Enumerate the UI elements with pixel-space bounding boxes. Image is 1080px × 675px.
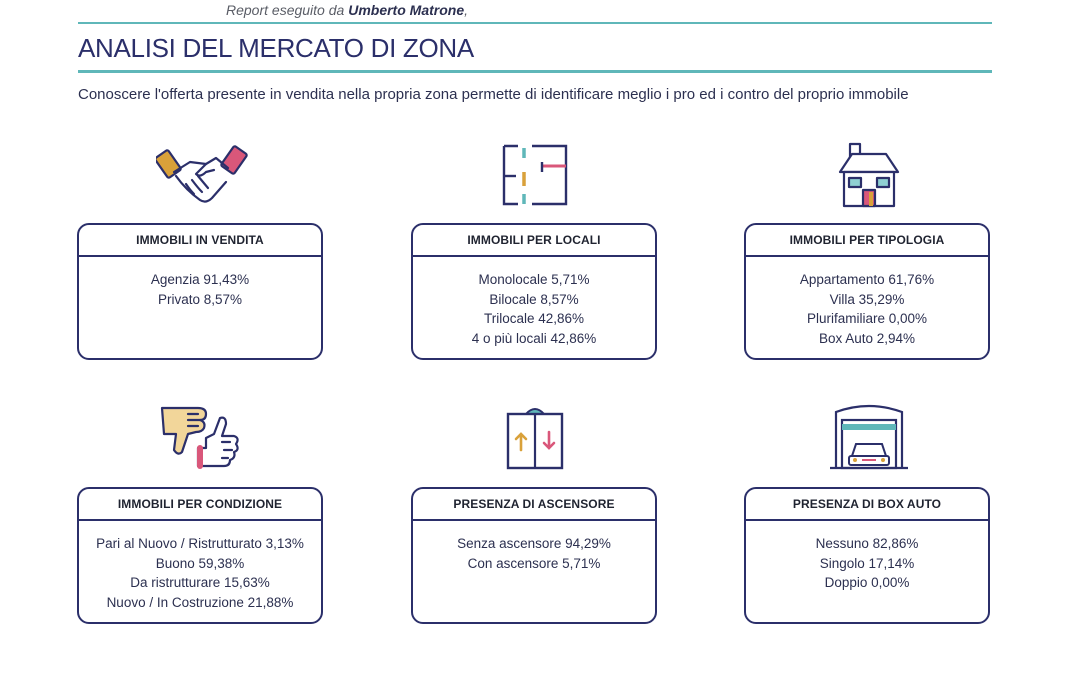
handshake-icon [156, 142, 248, 210]
card-presenza-di-ascensore [411, 487, 657, 624]
card-line: Privato 8,57% [157, 291, 243, 307]
card-line: Nessuno 82,86% [815, 536, 919, 551]
report-suffix: , [464, 2, 468, 18]
title-underline [78, 70, 992, 73]
report-author-line [226, 2, 468, 18]
card-line: Trilocale 42,86% [483, 311, 585, 326]
card-line: Pari al Nuovo / Ristrutturato 3,13% [96, 536, 304, 551]
card-line: Doppio 0,00% [824, 575, 910, 590]
elevator-icon [504, 404, 566, 472]
card-title: IMMOBILI PER LOCALI [413, 225, 655, 257]
report-prefix: Report eseguito da [226, 2, 345, 18]
card-line: Monolocale 5,71% [478, 272, 590, 287]
card-title: IMMOBILI IN VENDITA [79, 225, 321, 257]
card-immobili-per-tipologia [744, 223, 990, 360]
page-subtitle: Conoscere l'offerta presente in vendita nella propria zona permette di identificare meglio i pro ed i contro del proprio immobile [78, 86, 909, 103]
floorplan-icon [500, 142, 570, 208]
card-line: Singolo 17,14% [819, 555, 915, 571]
card-presenza-di-box-auto [744, 487, 990, 624]
thumbs-icon [158, 404, 248, 472]
card-line: Box Auto 2,94% [818, 330, 916, 346]
card-title: IMMOBILI PER CONDIZIONE [79, 489, 321, 521]
card-line: Agenzia 91,43% [150, 272, 250, 287]
card-title: PRESENZA DI BOX AUTO [746, 489, 988, 521]
card-line: Villa 35,29% [829, 291, 905, 307]
page-title: ANALISI DEL MERCATO DI ZONA [78, 33, 474, 63]
card-line: Buono 59,38% [155, 555, 245, 571]
house-icon [836, 140, 902, 210]
card-line: Appartamento 61,76% [799, 272, 935, 287]
card-title: PRESENZA DI ASCENSORE [413, 489, 655, 521]
card-immobili-per-condizione [77, 487, 323, 624]
report-author: Umberto Matrone [348, 2, 465, 18]
garage-icon [828, 404, 910, 472]
card-line: Plurifamiliare 0,00% [806, 311, 928, 326]
top-rule [78, 22, 992, 24]
card-title: IMMOBILI PER TIPOLOGIA [746, 225, 988, 257]
card-immobili-in-vendita [77, 223, 323, 360]
card-line: Nuovo / In Costruzione 21,88% [106, 594, 294, 610]
card-line: Con ascensore 5,71% [467, 555, 601, 571]
card-line: 4 o più locali 42,86% [471, 330, 597, 346]
card-line: Bilocale 8,57% [489, 291, 579, 307]
card-immobili-per-locali [411, 223, 657, 360]
card-line: Da ristrutturare 15,63% [130, 575, 270, 590]
card-line: Senza ascensore 94,29% [457, 536, 611, 551]
